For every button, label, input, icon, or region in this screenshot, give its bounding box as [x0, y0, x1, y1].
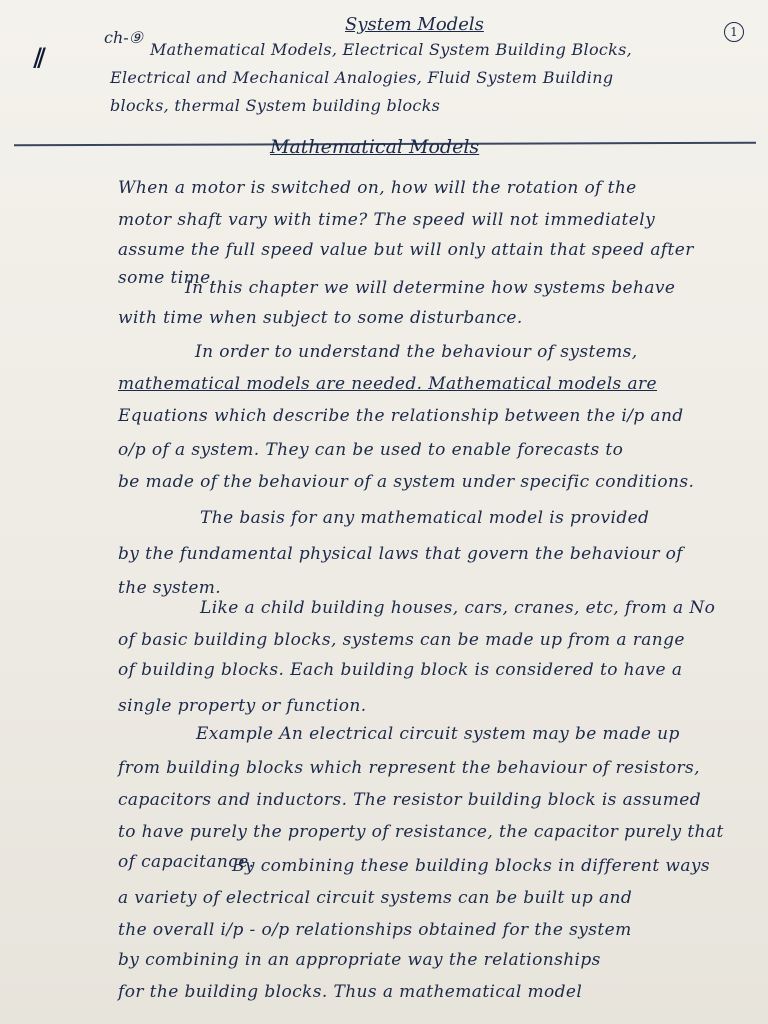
text-line: of building blocks. Each building block is considered to have a	[118, 660, 683, 680]
text-line: In this chapter we will determine how systems behave	[185, 278, 676, 298]
text-line: for the building blocks. Thus a mathematical model	[118, 982, 583, 1002]
text-line: with time when subject to some disturbance.	[118, 308, 523, 328]
text-line: mathematical models are needed. Mathematical models are	[118, 374, 657, 394]
text-line: o/p of a system. They can be used to enable forecasts to	[118, 440, 624, 460]
text-line: of capacitance.	[118, 852, 255, 872]
text-line: In order to understand the behaviour of systems,	[195, 342, 638, 362]
topics-line: Electrical and Mechanical Analogies, Fluid System Building	[110, 68, 614, 87]
text-line: Equations which describe the relationship between the i/p and	[118, 406, 684, 426]
text-line: from building blocks which represent the behaviour of resistors,	[118, 758, 700, 778]
text-line: capacitors and inductors. The resistor building block is assumed	[118, 790, 702, 810]
text-line: of basic building blocks, systems can be made up from a range	[118, 630, 685, 650]
text-line: Like a child building houses, cars, cranes, etc, from a No	[200, 598, 716, 618]
text-line: the overall i/p - o/p relationships obtained for the system	[118, 920, 632, 940]
text-line: the system.	[118, 578, 222, 598]
text-line: single property or function.	[118, 696, 367, 716]
text-line: to have purely the property of resistance, the capacitor purely that	[118, 822, 724, 842]
text-line: The basis for any mathematical model is provided	[200, 508, 650, 528]
page-number: 1	[724, 22, 744, 42]
text-line: by combining in an appropriate way the relationships	[118, 950, 601, 970]
text-line: by the fundamental physical laws that govern the behaviour of	[118, 544, 683, 564]
page-title: System Models	[345, 14, 484, 35]
text-line: Example An electrical circuit system may be made up	[196, 724, 680, 744]
section-title: Mathematical Models	[270, 136, 480, 158]
text-line: assume the full speed value but will only attain that speed after	[118, 240, 694, 260]
chapter-label: ch-⑨	[104, 28, 144, 47]
text-line: be made of the behaviour of a system under specific conditions.	[118, 472, 695, 492]
topics-line: Mathematical Models, Electrical System Building Blocks,	[150, 40, 633, 59]
margin-mark: ⫽	[34, 44, 46, 74]
text-line: When a motor is switched on, how will the rotation of the	[118, 178, 637, 198]
text-line: motor shaft vary with time? The speed will not immediately	[118, 210, 656, 230]
text-line: a variety of electrical circuit systems can be built up and	[118, 888, 633, 908]
topics-line: blocks, thermal System building blocks	[110, 96, 441, 115]
text-line: some time.	[118, 268, 217, 288]
text-line: By combining these building blocks in different ways	[232, 856, 711, 876]
